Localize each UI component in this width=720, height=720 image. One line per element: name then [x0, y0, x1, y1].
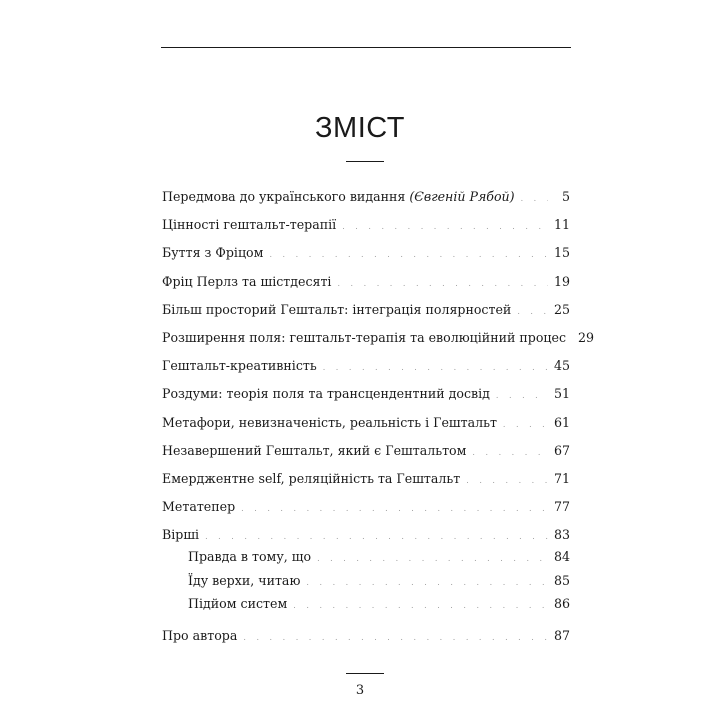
leader-dots [517, 298, 548, 326]
leader-dots [306, 571, 548, 595]
toc-entry-title: Метатепер [162, 499, 236, 515]
toc-entry[interactable] [162, 622, 570, 650]
bottom-rule [346, 673, 384, 674]
toc-entry-page: 85 [553, 572, 570, 588]
table-of-contents [162, 183, 595, 650]
toc-entry-title: Передмова до українського видання (Євгеній Рябой) [162, 189, 515, 204]
toc-entry-page: 83 [553, 527, 570, 543]
top-rule [161, 47, 571, 48]
leader-dots [269, 241, 548, 269]
toc-entry-title: Їду верхи, читаю [188, 572, 301, 588]
leader-dots [472, 439, 548, 467]
leader-dots [317, 547, 548, 571]
toc-entry-title: Буття з Фріцом [162, 245, 264, 261]
toc-entry[interactable] [162, 437, 570, 465]
leader-dots [342, 213, 548, 241]
toc-entry-page: 29 [578, 329, 595, 345]
toc-entry-title: Більш просторий Гештальт: інтеграція полярностей [162, 301, 512, 317]
toc-entry-page: 51 [553, 386, 570, 402]
toc-entry-title: Гештальт-креативність [162, 358, 317, 374]
toc-entry[interactable] [162, 380, 570, 408]
toc-entry[interactable] [162, 239, 570, 267]
toc-entry-page: 25 [553, 301, 570, 317]
toc-entry[interactable] [162, 296, 570, 324]
toc-entry-page: 84 [553, 549, 570, 565]
toc-entry[interactable] [162, 352, 570, 380]
toc-entry[interactable] [162, 211, 570, 239]
toc-entry-page: 71 [553, 470, 570, 486]
toc-entry-title: Емерджентне self, реляційність та Гештальт [162, 470, 461, 486]
toc-entry[interactable] [162, 183, 570, 211]
toc-entry-title: Фріц Перлз та шістдесяті [162, 273, 332, 289]
toc-entry-title: Цінності гештальт-терапії [162, 217, 337, 233]
toc-entry-title: Роздуми: теорія поля та трансцендентний досвід [162, 386, 490, 402]
toc-entry-title: Підйом систем [188, 596, 288, 612]
title-rule [346, 161, 384, 162]
toc-entry-page: 67 [553, 442, 570, 458]
toc-subentry[interactable] [162, 545, 570, 569]
leader-dots [521, 185, 548, 213]
toc-entry-author: (Євгеній Рябой) [409, 189, 515, 204]
toc-entry-page: 11 [553, 217, 570, 233]
leader-dots [293, 594, 548, 618]
toc-entry[interactable] [162, 465, 570, 493]
page-number: 3 [355, 683, 365, 698]
page-title: ЗМІСТ [315, 112, 405, 144]
toc-entry-page: 86 [553, 596, 570, 612]
toc-subentry[interactable] [162, 569, 570, 593]
toc-subentry[interactable] [162, 592, 570, 616]
leader-dots [503, 411, 548, 439]
toc-entry-page: 77 [553, 499, 570, 515]
toc-entry-title: Метафори, невизначеність, реальність і Гештальт [162, 414, 497, 430]
toc-entry-page: 5 [561, 189, 570, 204]
leader-dots [241, 495, 548, 523]
toc-entry[interactable] [162, 493, 570, 521]
toc-entry-title: Вірші [162, 527, 200, 543]
toc-entry-page: 87 [553, 627, 570, 643]
toc-entry[interactable] [162, 409, 570, 437]
toc-entry-page: 19 [553, 273, 570, 289]
toc-entry-title: Незавершений Гештальт, який є Гештальтом [162, 442, 467, 458]
toc-entry-title: Правда в тому, що [188, 549, 312, 565]
leader-dots [496, 382, 548, 410]
toc-entry-page: 45 [553, 358, 570, 374]
toc-entry-page: 61 [553, 414, 570, 430]
leader-dots [243, 624, 548, 652]
toc-entry-title: Розширення поля: гештальт-терапія та еволюційний процес [162, 329, 567, 345]
leader-dots [323, 354, 548, 382]
toc-entry-page: 15 [553, 245, 570, 261]
toc-entry[interactable] [162, 268, 570, 296]
leader-dots [466, 467, 548, 495]
leader-dots [337, 270, 548, 298]
toc-entry[interactable] [162, 324, 595, 352]
toc-entry-title: Про автора [162, 627, 238, 643]
